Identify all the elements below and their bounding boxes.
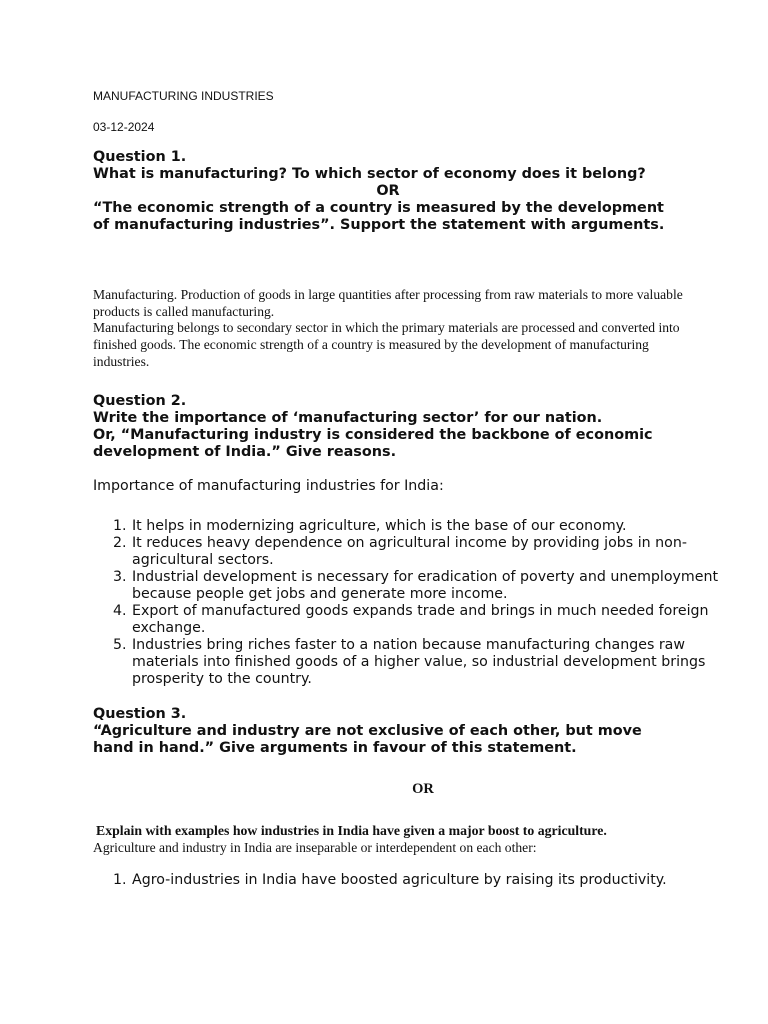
question-3-heading: Question 3.: [93, 706, 187, 722]
question-2-line-2: Or, “Manufacturing industry is considered the backbone of economic development of India.” Give reasons.: [93, 427, 653, 460]
answer-2-intro: Importance of manufacturing industries for India:: [93, 478, 444, 494]
answer-3-intro: Agriculture and industry in India are inseparable or interdependent on each other:: [93, 840, 537, 855]
answer-1-paragraph-1: Manufacturing. Production of goods in large quantities after processing from raw materials to more valuable products is called manufacturing.: [93, 287, 683, 319]
list-item: 3. Industrial development is necessary for eradication of poverty and unemployment because people get jobs and generate more income.: [131, 569, 723, 603]
question-1-line-2: “The economic strength of a country is measured by the development of manufacturing industries”. Support the statement with arguments.: [93, 200, 665, 233]
question-1-heading: Question 1.: [93, 149, 187, 165]
question-3-explain: Explain with examples how industries in India have given a major boost to agriculture.: [96, 823, 607, 838]
list-item: 1. It helps in modernizing agriculture, which is the base of our economy.: [131, 518, 723, 535]
document-title: MANUFACTURING INDUSTRIES: [93, 89, 274, 103]
question-1-line-1: What is manufacturing? To which sector of economy does it belong?: [93, 166, 646, 182]
answer-3-list: [93, 872, 723, 889]
list-item: 2. It reduces heavy dependence on agricultural income by providing jobs in non-agricultural sectors.: [131, 535, 723, 569]
question-3: [93, 706, 683, 757]
list-item: 5. Industries bring riches faster to a nation because manufacturing changes raw materials into finished goods of a higher value, so industrial development brings prosperity to the country.: [131, 637, 723, 688]
question-2-heading: Question 2.: [93, 393, 187, 409]
answer-1-paragraph-2: Manufacturing belongs to secondary sector in which the primary materials are processed and converted into finished goods. The economic strength of a country is measured by the development of manufacturing industries.: [93, 320, 680, 369]
question-2-line-1: Write the importance of ‘manufacturing sector’ for our nation.: [93, 410, 603, 426]
document-date: 03-12-2024: [93, 120, 155, 134]
question-1-or: OR: [376, 183, 400, 199]
question-3-or: OR: [412, 781, 434, 797]
question-1: [93, 149, 683, 234]
list-item: 1. Agro-industries in India have boosted agriculture by raising its productivity.: [131, 872, 723, 889]
list-item: 4. Export of manufactured goods expands trade and brings in much needed foreign exchange.: [131, 603, 723, 637]
answer-2-list: [93, 518, 723, 688]
question-2: [93, 393, 683, 461]
question-3-line-1: “Agriculture and industry are not exclusive of each other, but move hand in hand.” Give arguments in favour of this statement.: [93, 723, 642, 756]
